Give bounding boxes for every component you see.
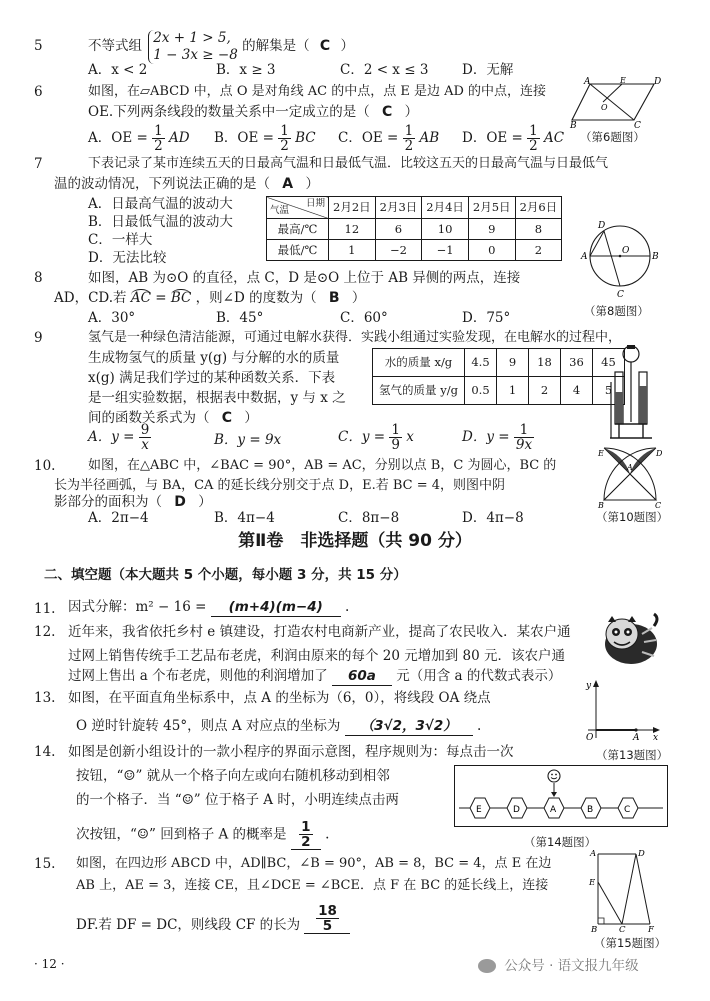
q14-line4: 次按钮，“☺” 回到格子 A 的概率是 $\frac{1}{2}$ . (76, 819, 330, 851)
q5-system-brace: 2x + 1 > 5, 1 − 3x ≥ −8 (148, 30, 237, 64)
q6-option-b: B．OE = $\frac{1}{2}$ BC (214, 123, 316, 155)
q7-line2: 温的波动情况，下列说法正确的是（ A ） (54, 176, 319, 192)
q14-cell-a-label: A (550, 805, 557, 815)
q7-temperature-table (266, 196, 562, 261)
q14-cells-figure (455, 766, 667, 826)
q8-answer: B (328, 290, 340, 306)
q7-number: 7 (34, 156, 43, 172)
q6-caption: （第6题图） (580, 130, 645, 144)
q5-option-b: B．x ≥ 3 (216, 62, 276, 78)
q15-number: 15. (34, 856, 56, 872)
q7-value-cell: 12 (329, 219, 376, 240)
q15-label-a: A (590, 849, 597, 859)
q10-line1: 如图，在△ABC 中，∠BAC = 90°，AB = AC，分别以点 B，C 为圆心，BC 的 (88, 458, 557, 473)
q7-date-cell: 2月2日 (329, 197, 376, 219)
cloth-tiger-image (598, 608, 660, 670)
q15-line3: DF.若 DF = DC，则线段 CF 的长为 $\frac{18}{5}$ (76, 904, 350, 934)
q12-line1: 近年来，我省依托乡村 e 镇建设，打造农村电商新产业，提高了农民收入．某农户通 (68, 624, 571, 640)
q6-label-d: D (654, 77, 662, 87)
q8-label-b: B (652, 252, 659, 262)
smiley-icon (548, 770, 560, 782)
q10-line2: 长为半径画弧，与 BA，CA 的延长线分别交于点 D，E.若 BC = 4，则图中阴 (54, 478, 506, 493)
q6-label-a: A (584, 77, 591, 87)
q12-number: 12. (34, 624, 56, 640)
q6-number: 6 (34, 84, 43, 100)
q9-line1: 氢气是一种绿色清洁能源，可通过电解水获得．实践小组通过实验发现，在电解水的过程中， (88, 330, 622, 345)
q10-label-c: C (655, 501, 662, 510)
q7-corner-cell: 日期 气温 (267, 197, 329, 219)
q13-answer: （3√2，3√2） (345, 718, 473, 736)
q11-number: 11. (34, 601, 56, 617)
q13-label-x: x (653, 733, 659, 743)
q9-value-cell: 45 (593, 349, 625, 377)
q9-answer: C (221, 410, 233, 426)
q12-line3: 过网上售出 a 个布老虎，则他的利润增加了 60a 元（用含 a 的代数式表示） (68, 668, 562, 684)
q5-option-c: C．2 < x ≤ 3 (340, 62, 429, 78)
q9-number: 9 (34, 330, 43, 346)
q8-label-d: D (598, 221, 606, 231)
q7-date-cell: 2月6日 (515, 197, 562, 219)
q14-line2: 按钮，“☺” 就从一个格子向左或向右随机移动到相邻 (76, 768, 390, 784)
q9-value-cell: 1 (497, 377, 529, 405)
q14-line1: 如图是创新小组设计的一款小程序的界面示意图，程序规则为：每点击一次 (68, 744, 514, 760)
q5-answer: C (319, 38, 331, 54)
q13-label-a: A (633, 733, 640, 743)
q10-option-c: C．8π−8 (338, 510, 400, 526)
q15-label-f: F (648, 925, 654, 935)
q9-value-cell: 5 (593, 377, 625, 405)
q15-line2: AB 上，AE = 3，连接 CE，且∠DCE = ∠BCE．点 F 在 BC 的延长线上，连接 (76, 878, 549, 893)
q9-line3: x(g) 满足我们学过的某种函数关系．下表 (88, 370, 336, 386)
wechat-icon (478, 959, 496, 973)
q9-option-c: C．y = $\frac{1}{9}$ x (338, 422, 414, 454)
q6-option-a: A．OE = $\frac{1}{2}$ AD (88, 123, 190, 155)
q9-option-a: A．y = $\frac{9}{x}$ (88, 422, 150, 454)
q8-line2: AD，CD.若 AC = BC ，则∠D 的度数为（ B ） (54, 290, 366, 306)
q14-cell-d-label: D (513, 805, 520, 815)
q7-date-cell: 2月5日 (468, 197, 515, 219)
q15-label-c: C (619, 925, 626, 935)
q7-option-c: C．一样大 (88, 232, 153, 248)
q15-line1: 如图，在四边形 ABCD 中，AD∥BC，∠B = 90°，AB = 8，BC = 4，点 E 在边 (76, 856, 552, 871)
q10-label-d: D (656, 449, 663, 458)
q6-label-o: O (601, 103, 608, 112)
q10-arcs-figure (598, 448, 662, 508)
q9-row-label: 水的质量 x/g (373, 349, 465, 377)
q15-answer: $\frac{18}{5}$ (304, 904, 350, 934)
q13-caption: （第13题图） (596, 748, 669, 762)
part2-title: 第Ⅱ卷 非选择题（共 90 分） (238, 531, 472, 551)
q9-line2: 生成物氢气的质量 y(g) 与分解的水的质量 (88, 350, 340, 366)
q14-cell-e-label: E (476, 805, 482, 815)
q14-line3: 的一个格子．当 “☺” 位于格子 A 时，小明连续点击两 (76, 792, 399, 808)
q15-label-b: B (591, 925, 598, 935)
q10-label-b: B (598, 501, 604, 510)
q7-line1: 下表记录了某市连续五天的日最高气温和日最低气温．比较这五天的日最高气温与日最低气 (88, 156, 609, 171)
q6-option-c: C．OE = $\frac{1}{2}$ AB (338, 123, 440, 155)
q13-number: 13. (34, 690, 56, 706)
q15-label-d: D (638, 849, 645, 859)
q9-data-table (372, 348, 625, 405)
q6-line1: 如图，在▱ABCD 中，点 O 是对角线 AC 的中点，点 E 是边 AD 的中点，连接 (88, 84, 547, 99)
q8-option-a: A．30° (88, 310, 136, 326)
q9-value-cell: 4.5 (465, 349, 497, 377)
q9-line4: 是一组实验数据，根据表中数据，y 与 x 之 (88, 390, 346, 406)
q8-label-a: A (581, 252, 588, 262)
q10-label-e: E (598, 449, 604, 458)
q7-value-cell: −2 (375, 240, 422, 261)
q7-date-cell: 2月4日 (422, 197, 469, 219)
q7-answer: A (282, 176, 294, 192)
q7-row-label: 最高/℃ (267, 219, 329, 240)
q9-row-label: 氢气的质量 y/g (373, 377, 465, 405)
q7-option-b: B．日最低气温的波动大 (88, 214, 233, 230)
q9-option-d: D．y = $\frac{1}{9x}$ (462, 422, 533, 454)
q9-value-cell: 36 (561, 349, 593, 377)
q9-value-cell: 9 (497, 349, 529, 377)
q9-electrolysis-apparatus (606, 342, 656, 442)
q13-line2: O 逆时针旋转 45°，则点 A 对应点的坐标为 （3√2，3√2） . (76, 718, 482, 734)
q11-answer: (m+4)(m−4) (211, 599, 341, 617)
q9-line5: 间的函数关系式为（ C ） (88, 410, 258, 426)
q11-stem: 因式分解：m² − 16 = (m+4)(m−4) . (68, 599, 350, 615)
q10-option-b: B．4π−4 (214, 510, 275, 526)
q10-caption: （第10题图） (596, 510, 669, 524)
q8-circle-figure (580, 214, 660, 300)
q10-option-d: D．4π−8 (462, 510, 524, 526)
q6-answer: C (382, 104, 393, 120)
q14-cell-b-label: B (587, 805, 594, 815)
q7-row-label: 最低/℃ (267, 240, 329, 261)
q15-quadrilateral-figure (584, 848, 660, 935)
q8-caption: （第8题图） (584, 304, 649, 318)
q9-value-cell: 0.5 (465, 377, 497, 405)
section2-heading: 二、填空题（本大题共 5 个小题，每小题 3 分，共 15 分） (44, 567, 407, 583)
q13-coordinate-figure (582, 678, 662, 742)
q10-line3: 影部分的面积为（ D ） (54, 494, 212, 510)
q6-label-e: E (620, 76, 626, 85)
q13-label-y: y (586, 681, 592, 691)
q8-option-d: D．75° (462, 310, 511, 326)
q14-answer: $\frac{1}{2}$ (291, 820, 321, 850)
q8-line1: 如图，AB 为⊙O 的直径，点 C，D 是⊙O 上位于 AB 异侧的两点，连接 (88, 270, 521, 286)
q6-parallelogram-figure (570, 76, 662, 131)
q5-option-d: D．无解 (462, 62, 514, 78)
q6-line2: OE.下列两条线段的数量关系中一定成立的是（ C ） (88, 104, 419, 120)
q7-value-cell: 6 (375, 219, 422, 240)
q7-option-a: A．日最高气温的波动大 (88, 196, 233, 212)
q7-value-cell: 0 (468, 240, 515, 261)
q7-value-cell: 2 (515, 240, 562, 261)
q9-value-cell: 4 (561, 377, 593, 405)
q6-option-d: D．OE = $\frac{1}{2}$ AC (462, 123, 565, 155)
q8-option-b: B．45° (216, 310, 264, 326)
q14-cell-c-label: C (624, 805, 631, 815)
q7-date-cell: 2月3日 (375, 197, 422, 219)
q6-label-b: B (570, 121, 577, 131)
page-number: · 12 · (34, 957, 65, 971)
q9-option-b: B．y = 9x (214, 432, 282, 448)
q15-caption: （第15题图） (594, 936, 667, 950)
q14-caption: （第14题图） (524, 835, 597, 849)
q7-value-cell: −1 (422, 240, 469, 261)
q5-option-a: A．x < 2 (88, 62, 148, 78)
q9-value-cell: 18 (529, 349, 561, 377)
q8-label-o: O (622, 246, 630, 256)
q5-stem: 不等式组 2x + 1 > 5, 1 − 3x ≥ −8 的解集是（ C ） (88, 30, 354, 63)
q8-option-c: C．60° (340, 310, 388, 326)
q10-number: 10. (34, 458, 56, 474)
q7-value-cell: 10 (422, 219, 469, 240)
q13-label-o: O (586, 733, 594, 743)
q9-value-cell: 2 (529, 377, 561, 405)
q5-number: 5 (34, 38, 43, 54)
q7-value-cell: 8 (515, 219, 562, 240)
q8-label-c: C (617, 290, 624, 300)
q14-number: 14. (34, 744, 56, 760)
q10-answer: D (174, 494, 186, 510)
q7-value-cell: 1 (329, 240, 376, 261)
q15-label-e: E (589, 878, 596, 888)
q7-value-cell: 9 (468, 219, 515, 240)
q13-line1: 如图，在平面直角坐标系中，点 A 的坐标为（6，0），将线段 OA 绕点 (68, 690, 491, 706)
q14-program-panel (454, 765, 668, 827)
q10-label-a: A (627, 463, 633, 472)
q12-answer: 60a (332, 668, 392, 686)
q10-option-a: A．2π−4 (88, 510, 149, 526)
watermark: 公众号 · 语文报九年级 (478, 958, 639, 975)
q12-line2: 过网上销售传统手工艺品布老虎，利润由原来的每个 20 元增加到 80 元．该农户通 (68, 648, 566, 664)
q7-option-d: D．无法比较 (88, 250, 167, 266)
q8-number: 8 (34, 270, 43, 286)
q6-label-c: C (634, 121, 641, 131)
